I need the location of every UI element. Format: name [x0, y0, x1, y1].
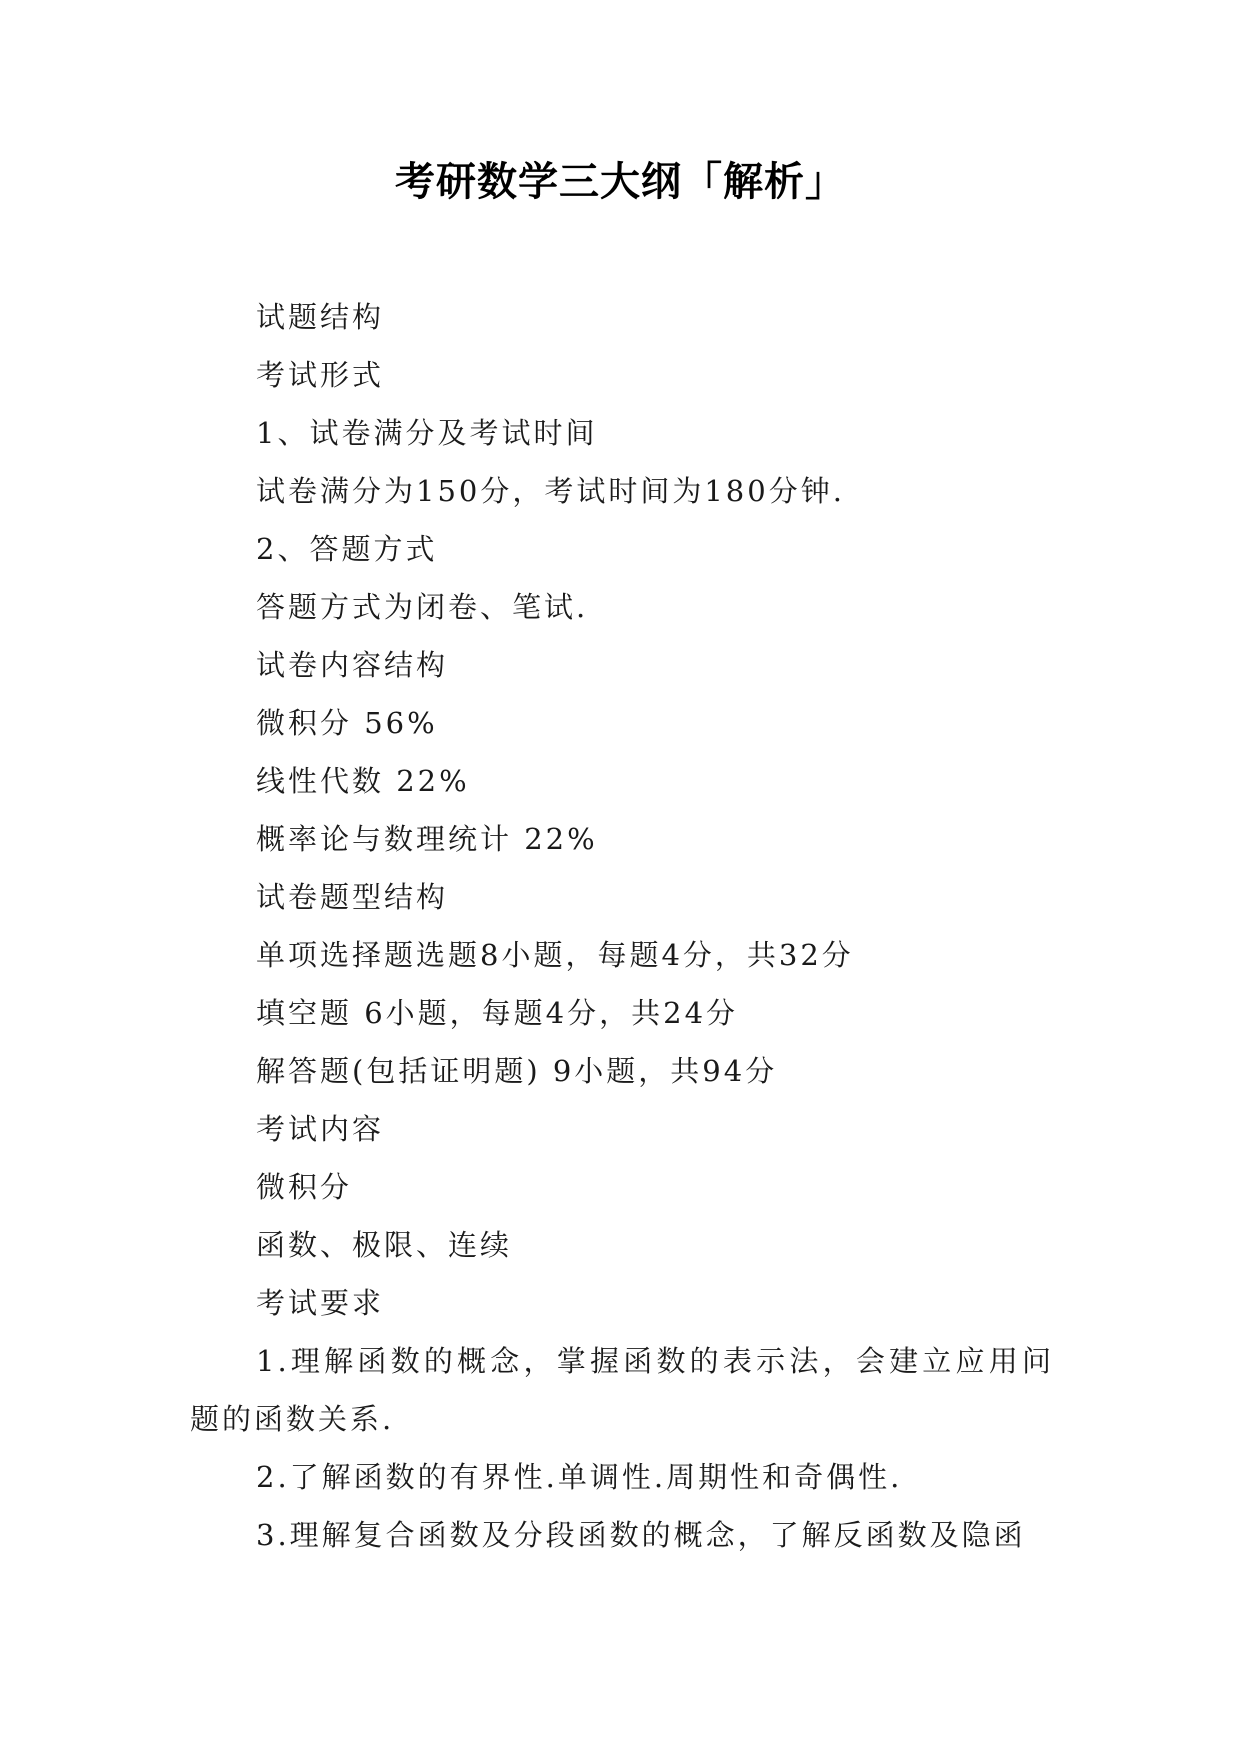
line-score-time-heading: 1、试卷满分及考试时间: [256, 416, 598, 450]
line-exam-requirements: 考试要求: [256, 1286, 385, 1320]
line-question-types: 试卷题型结构: [256, 880, 449, 914]
paragraph-requirement-1: 1.理解函数的概念，掌握函数的表示法，会建立应用问题的函数关系.: [190, 1344, 1054, 1436]
document-body: [190, 288, 1054, 1564]
line-calculus-percent: 微积分 56%: [256, 706, 438, 740]
line-exam-content: 考试内容: [256, 1112, 385, 1146]
document-title: 考研数学三大纲「解析」: [395, 159, 846, 205]
line-multiple-choice: 单项选择题选题8小题，每题4分，共32分: [256, 938, 854, 972]
line-answer-method-heading: 2、答题方式: [256, 532, 438, 566]
paragraph-requirement-2: 2.了解函数的有界性.单调性.周期性和奇偶性.: [256, 1460, 903, 1494]
line-score-time: 试卷满分为150分，考试时间为180分钟.: [256, 474, 845, 508]
line-probability-percent: 概率论与数理统计 22%: [256, 822, 598, 856]
paragraph-requirement-3: 3.理解复合函数及分段函数的概念，了解反函数及隐函: [256, 1518, 1026, 1552]
line-section-structure: 试题结构: [256, 300, 385, 334]
line-linear-algebra-percent: 线性代数 22%: [256, 764, 470, 798]
line-functions-limits: 函数、极限、连续: [256, 1228, 513, 1262]
line-problem-solving: 解答题(包括证明题) 9小题，共94分: [256, 1054, 778, 1088]
line-exam-form: 考试形式: [256, 358, 385, 392]
line-fill-in: 填空题 6小题，每题4分，共24分: [256, 996, 739, 1030]
line-content-structure: 试卷内容结构: [256, 648, 449, 682]
line-answer-method: 答题方式为闭卷、笔试.: [256, 590, 589, 624]
line-calculus: 微积分: [256, 1170, 353, 1204]
